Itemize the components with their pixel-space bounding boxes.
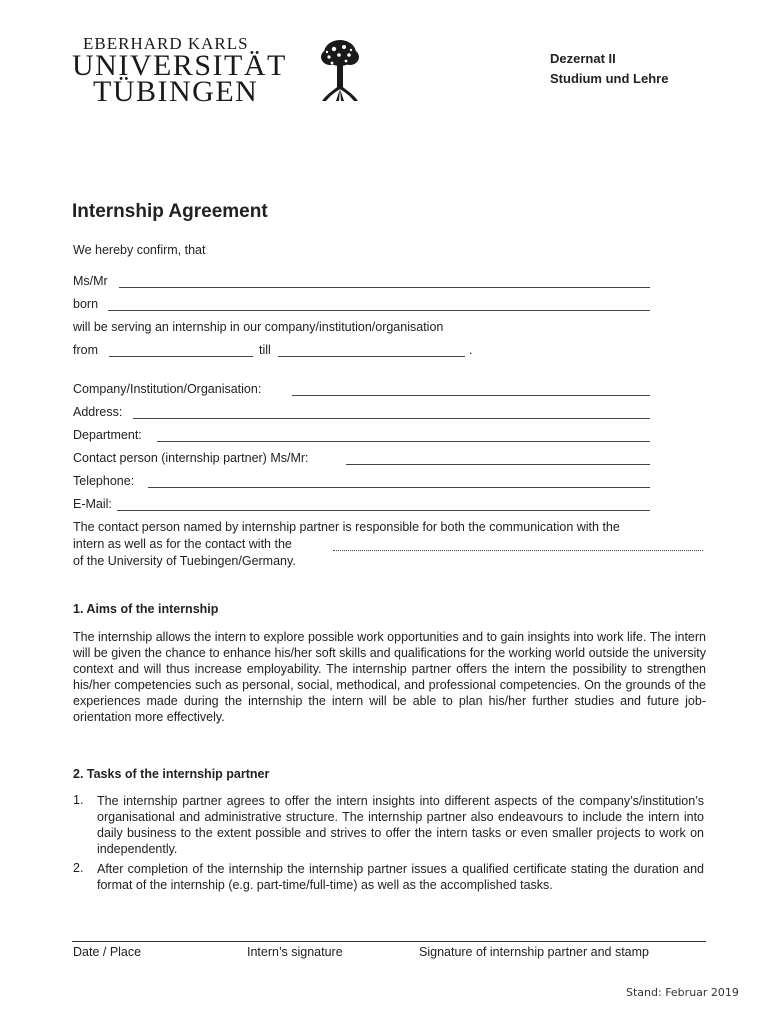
document-version-stamp: Stand: Februar 2019	[626, 986, 739, 999]
address-label: Address:	[73, 405, 123, 419]
till-label: till	[259, 343, 271, 357]
contact-person-field[interactable]	[346, 453, 650, 465]
from-label: from	[73, 343, 98, 357]
company-label: Company/Institution/Organisation:	[73, 382, 262, 396]
email-field[interactable]	[117, 499, 650, 511]
list-item: After completion of the internship the internship partner issues a qualified certificate stating the duration and format of the internship (e.g. part-time/full-time) as well as the accomplished tasks.	[97, 862, 704, 892]
intern-signature-label: Intern’s signature	[247, 945, 343, 959]
till-date-field[interactable]	[278, 345, 465, 357]
contact-note-line-1: The contact person named by internship partner is responsible for both the communication with the	[73, 520, 620, 534]
department-field[interactable]	[157, 430, 650, 442]
tree-logo-icon	[318, 37, 362, 103]
section-2-heading: 2. Tasks of the internship partner	[73, 767, 270, 781]
signature-line[interactable]	[72, 941, 706, 942]
date-place-label: Date / Place	[73, 945, 142, 959]
contact-person-label: Contact person (internship partner) Ms/Mr:	[73, 451, 309, 465]
email-label: E-Mail:	[73, 497, 112, 511]
department-label: Department:	[73, 428, 142, 442]
contact-office-field[interactable]	[333, 539, 703, 551]
partner-signature-label: Signature of internship partner and stamp	[419, 945, 649, 959]
department-line-1: Dezernat II	[550, 51, 616, 66]
contact-note-line-2: intern as well as for the contact with the	[73, 537, 292, 551]
telephone-label: Telephone:	[73, 474, 135, 488]
company-field[interactable]	[292, 384, 650, 396]
address-field[interactable]	[133, 407, 650, 419]
section-1-body: The internship allows the intern to explore possible work opportunities and to gain insights into work life. The intern will be given the chance to enhance his/her soft skills and qualifications for the working world outside the university context and will thus increase employability. The internship partner offers the intern the possibility to strengthen his/her competencies such as personal, social, methodical, and professional competencies. On the grounds of the experiences made during the internship the intern will be able to plan his/her further studies and future job-orientation more effectively.	[73, 630, 706, 724]
logo-line-1: EBERHARD KARLS	[83, 34, 249, 53]
department-line-2: Studium und Lehre	[550, 71, 669, 86]
list-item-number: 2.	[73, 861, 84, 875]
contact-note-line-3: of the University of Tuebingen/Germany.	[73, 554, 296, 568]
document-title: Internship Agreement	[72, 201, 268, 222]
born-field[interactable]	[108, 299, 650, 311]
born-label: born	[73, 297, 99, 311]
section-1-heading: 1. Aims of the internship	[73, 602, 219, 616]
list-item-number: 1.	[73, 793, 84, 807]
ms-mr-label: Ms/Mr	[73, 274, 108, 288]
logo-line-2: UNIVERSITÄT	[72, 49, 287, 82]
period-end: .	[469, 343, 473, 357]
from-date-field[interactable]	[109, 345, 253, 357]
logo-line-3: TÜBINGEN	[93, 75, 259, 108]
telephone-field[interactable]	[148, 476, 650, 488]
ms-mr-field[interactable]	[119, 276, 650, 288]
serving-text: will be serving an internship in our company/institution/organisation	[73, 320, 444, 334]
list-item: The internship partner agrees to offer the intern insights into different aspects of the company’s/institution’s organisational and administrative structure. The internship partner also endeavours to include the intern into daily business to the extent possible and strives to offer the intern tasks or even smaller projects to work on independently.	[97, 794, 704, 856]
intro-text: We hereby confirm, that	[73, 243, 206, 257]
